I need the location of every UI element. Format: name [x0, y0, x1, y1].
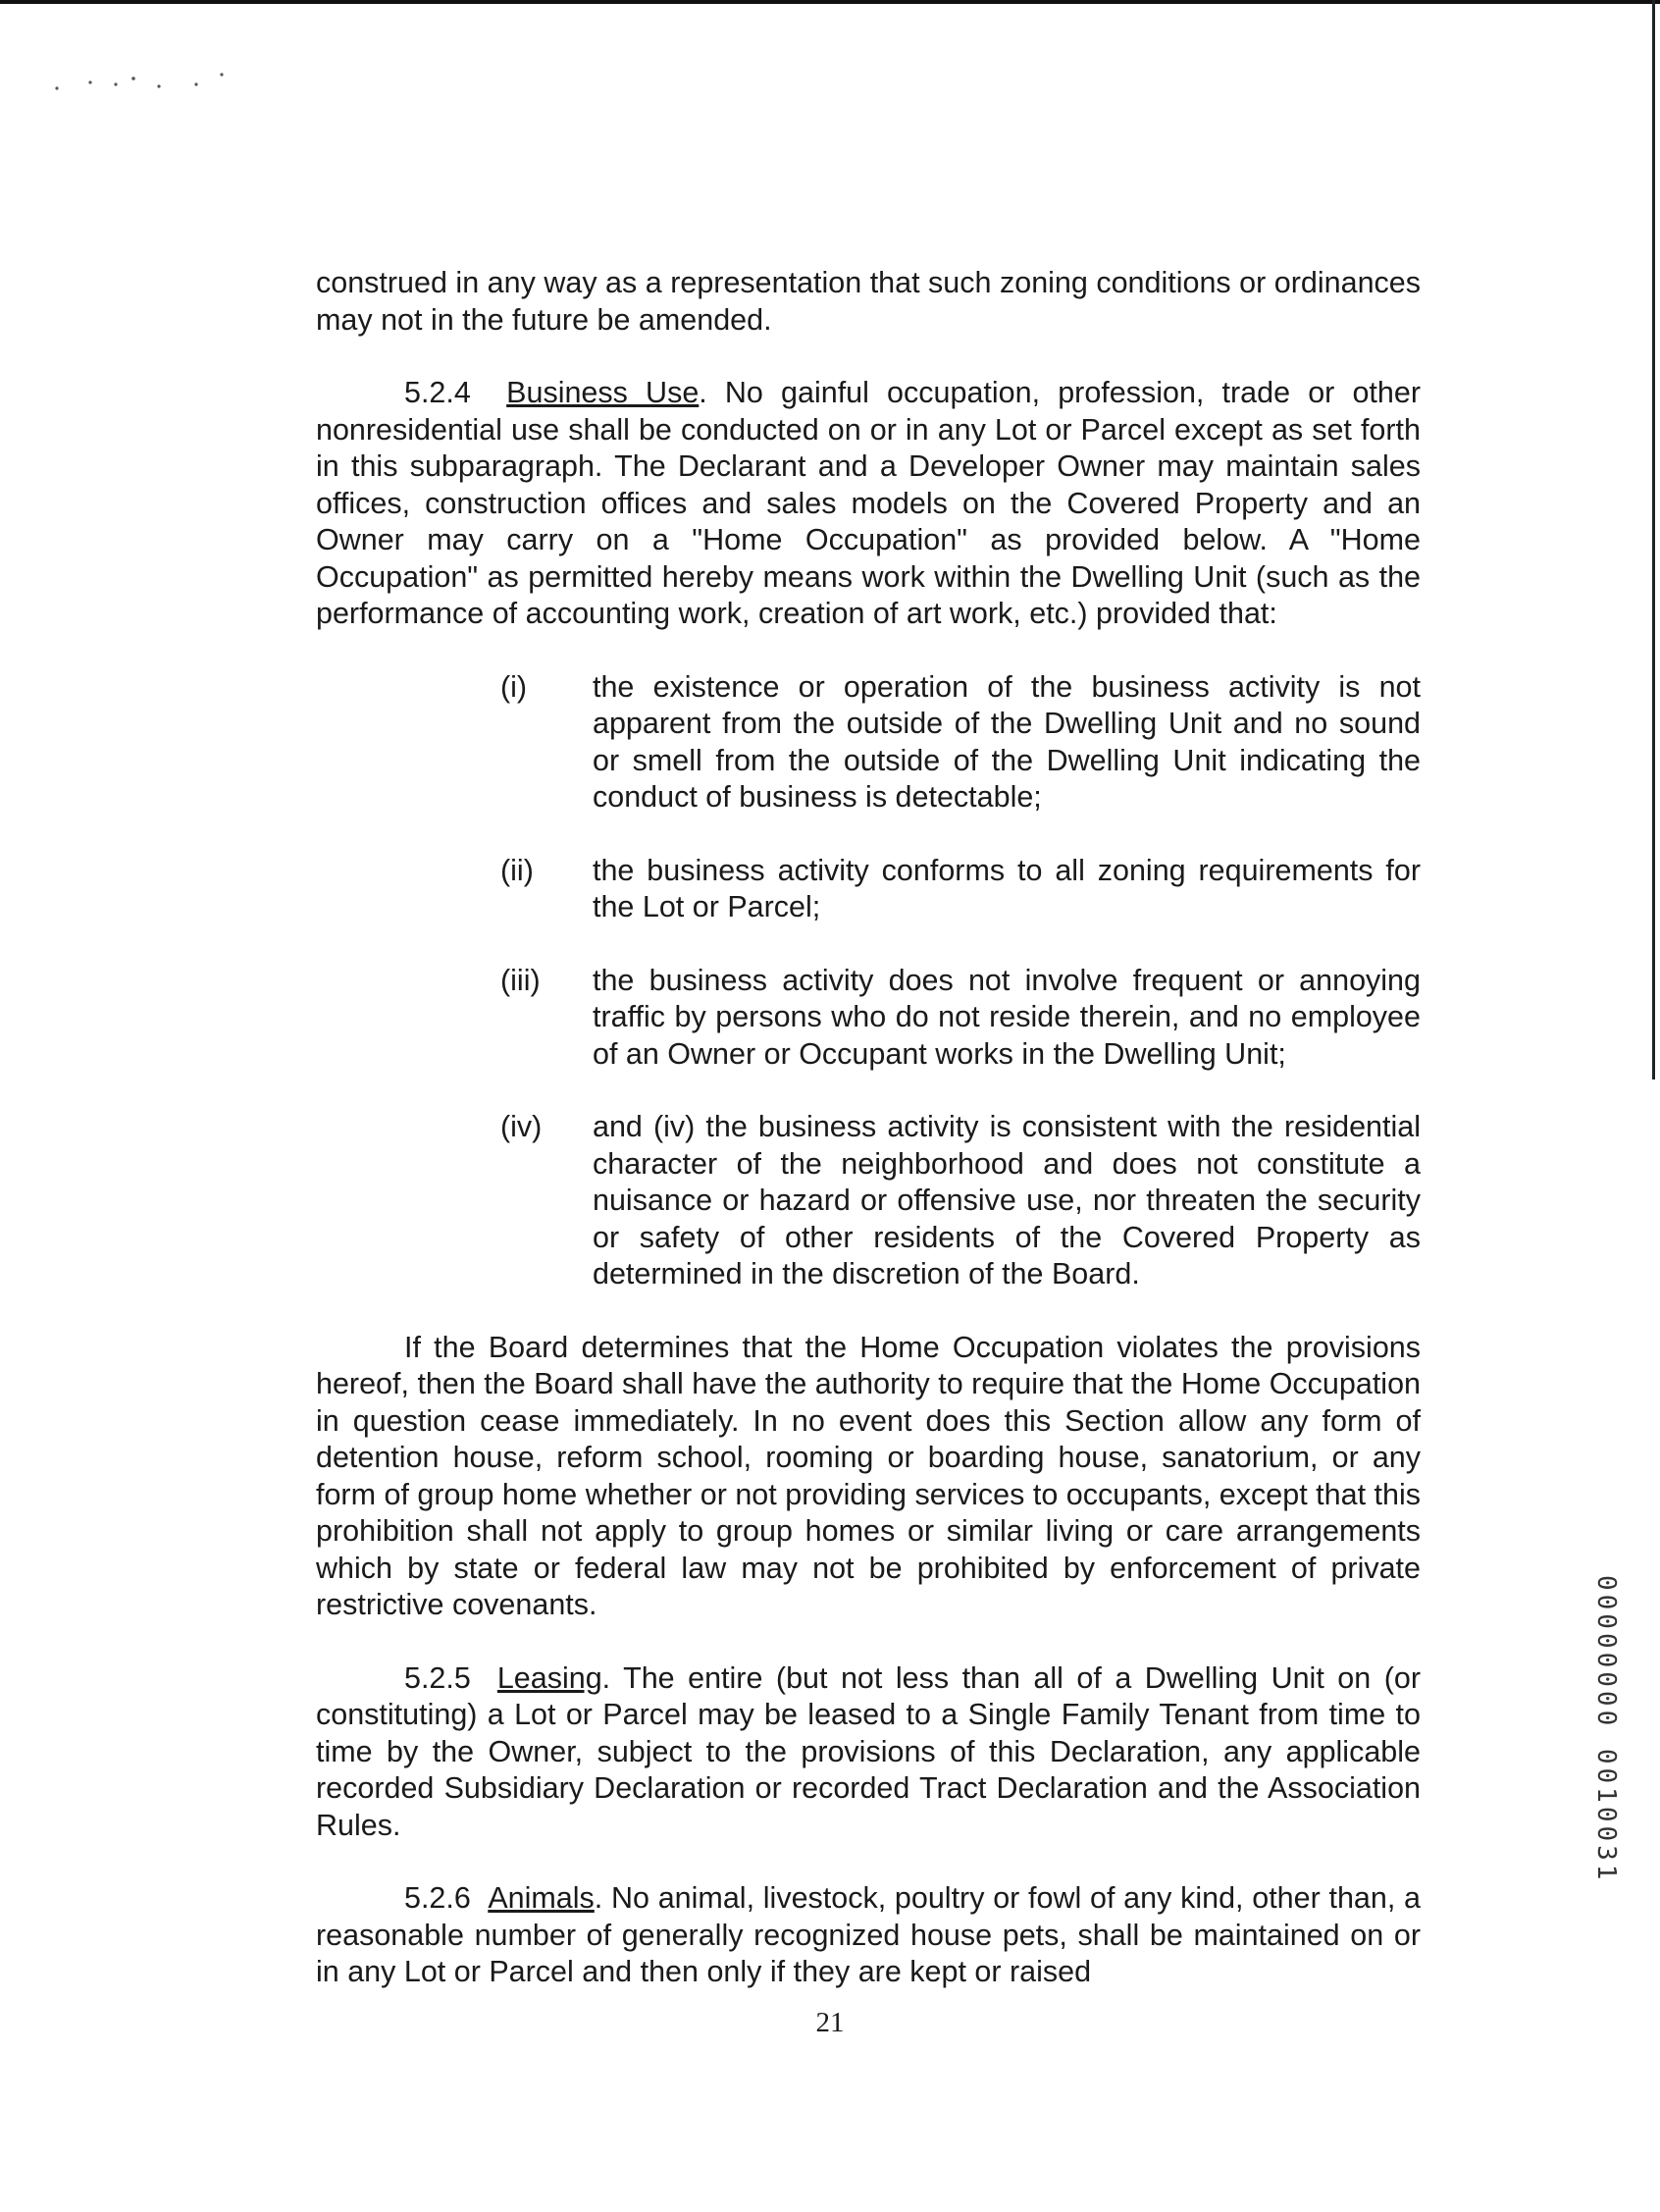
- section-5-2-5: [316, 1660, 1421, 1845]
- section-text: . The entire (but not less than all of a Dwelling Unit on (or constituting) a Lot or Parcel may be leased to a Single Family Tenant from time to time by the Owner, subject to the provisions of this Declaration, any applicable recorded Subsidiary Declaration or recorded Tract Declaration and the Association Rules.: [316, 1660, 1421, 1842]
- scan-right-edge: [1652, 0, 1655, 1080]
- section-heading: Leasing: [496, 1660, 602, 1695]
- condition-list: [316, 669, 1421, 1293]
- list-item: [500, 669, 1421, 816]
- item-number: (i): [500, 669, 528, 704]
- item-number: (iii): [500, 963, 541, 997]
- section-heading: Animals: [488, 1881, 595, 1915]
- document-body: [316, 265, 1421, 1991]
- item-number: (iv): [500, 1110, 543, 1143]
- scan-top-border: [0, 0, 1660, 4]
- list-item: [500, 963, 1421, 1074]
- section-5-2-4: [316, 375, 1421, 633]
- item-text: the business activity does not involve frequent or annoying traffic by persons who do not reside therein, and no employee of an Owner or Occupant works in the Dwelling Unit;: [593, 963, 1421, 1071]
- section-heading: Business Use: [506, 376, 700, 409]
- section-5-2-6: [316, 1880, 1421, 1991]
- opening-paragraph: construed in any way as a representation that such zoning conditions or ordinances may not in the future be amended.: [316, 266, 1421, 337]
- section-number: 5.2.6: [404, 1881, 471, 1915]
- item-text: the existence or operation of the business activity is not apparent from the outside of the Dwelling Unit and no sound or smell from the outside of the Dwelling Unit indicating the conduct of business is detectable;: [593, 669, 1421, 814]
- section-number: 5.2.5: [404, 1660, 471, 1695]
- home-occupation-paragraph: If the Board determines that the Home Occupation violates the provisions hereof, then the Board shall have the authority to require that the Home Occupation in question cease immediately. In no event does this Section allow any form of detention house, reform school, rooming or boarding house, sanatorium, or any form of group home whether or not providing services to occupants, except that this prohibition shall not apply to group homes or similar living or care arrangements which by state or federal law may not be prohibited by enforcement of private restrictive covenants.: [316, 1330, 1421, 1621]
- section-number: 5.2.4: [404, 376, 471, 409]
- item-text: the business activity conforms to all zoning requirements for the Lot or Parcel;: [593, 853, 1421, 923]
- list-item: [500, 853, 1421, 926]
- list-item: [500, 1109, 1421, 1293]
- section-text: . No animal, livestock, poultry or fowl of any kind, other than, a reasonable number of generally recognized house pets, shall be maintained on or in any Lot or Parcel and then only if they are kept or raised: [316, 1881, 1422, 1988]
- side-stamp: 00000000 0010031: [1591, 1575, 1621, 1884]
- scan-specks: [49, 67, 235, 96]
- page-number: 21: [815, 2007, 845, 2038]
- item-text: and (iv) the business activity is consistent with the residential character of the neighborhood and does not constitute a nuisance or hazard or offensive use, nor threaten the security or safety of other residents of the Covered Property as determined in the discretion of the Board.: [593, 1110, 1421, 1290]
- item-number: (ii): [500, 853, 534, 887]
- section-text: . No gainful occupation, profession, trade or other nonresidential use shall be conducted on or in any Lot or Parcel except as set forth in this subparagraph. The Declarant and a Developer Owner may maintain sales offices, construction offices and sales models on the Covered Property and an Owner may carry on a "Home Occupation" as provided below. A "Home Occupation" as permitted hereby means work within the Dwelling Unit (such as the performance of accounting work, creation of art work, etc.) provided that:: [316, 376, 1421, 630]
